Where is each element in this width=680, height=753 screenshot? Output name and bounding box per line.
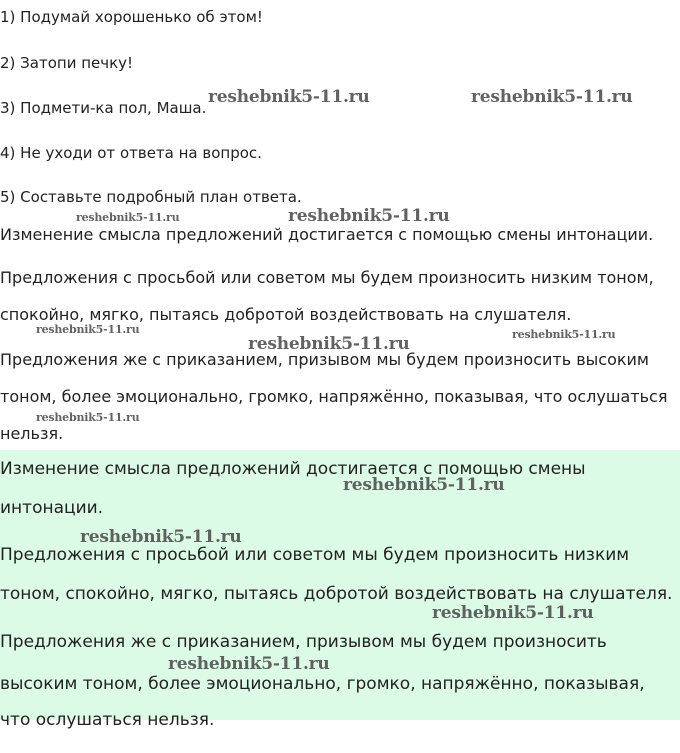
list-item-1: 1) Подумай хорошенько об этом! xyxy=(0,8,263,26)
watermark: reshebnik5-11.ru xyxy=(512,328,616,341)
watermark: reshebnik5-11.ru xyxy=(248,334,410,354)
watermark: reshebnik5-11.ru xyxy=(80,527,242,547)
answer-line-7: что ослушаться нельзя. xyxy=(0,710,215,730)
watermark: reshebnik5-11.ru xyxy=(168,654,330,674)
explanation-line-2: Предложения с просьбой или советом мы будем произносить низким тоном, xyxy=(0,268,654,287)
explanation-line-6: нельзя. xyxy=(0,424,64,443)
watermark: reshebnik5-11.ru xyxy=(76,211,180,224)
list-item-5: 5) Составьте подробный план ответа. xyxy=(0,188,302,206)
answer-line-6: высоким тоном, более эмоционально, громко, напряжённо, показывая, xyxy=(0,674,645,694)
list-item-4: 4) Не уходи от ответа на вопрос. xyxy=(0,144,262,162)
watermark: reshebnik5-11.ru xyxy=(208,87,370,107)
explanation-line-5: тоном, более эмоционально, громко, напряжённо, показывая, что ослушаться xyxy=(0,387,668,406)
list-item-2: 2) Затопи печку! xyxy=(0,54,134,72)
answer-line-5: Предложения же с приказанием, призывом мы будем произносить xyxy=(0,632,607,652)
watermark: reshebnik5-11.ru xyxy=(36,323,140,336)
watermark: reshebnik5-11.ru xyxy=(343,475,505,495)
watermark: reshebnik5-11.ru xyxy=(471,87,633,107)
answer-line-3: Предложения с просьбой или советом мы будем произносить низким xyxy=(0,545,630,565)
watermark: reshebnik5-11.ru xyxy=(36,411,140,424)
answer-line-1: Изменение смысла предложений достигается с помощью смены xyxy=(0,459,586,479)
explanation-line-3: спокойно, мягко, пытаясь добротой воздействовать на слушателя. xyxy=(0,305,572,324)
explanation-line-1: Изменение смысла предложений достигается с помощью смены интонации. xyxy=(0,225,654,244)
watermark: reshebnik5-11.ru xyxy=(288,206,450,226)
answer-line-4: тоном, спокойно, мягко, пытаясь добротой воздействовать на слушателя. xyxy=(0,584,673,604)
list-item-3: 3) Подмети-ка пол, Маша. xyxy=(0,99,207,117)
explanation-line-4: Предложения же с приказанием, призывом мы будем произносить высоким xyxy=(0,350,649,369)
answer-line-2: интонации. xyxy=(0,498,104,518)
watermark: reshebnik5-11.ru xyxy=(432,603,594,623)
